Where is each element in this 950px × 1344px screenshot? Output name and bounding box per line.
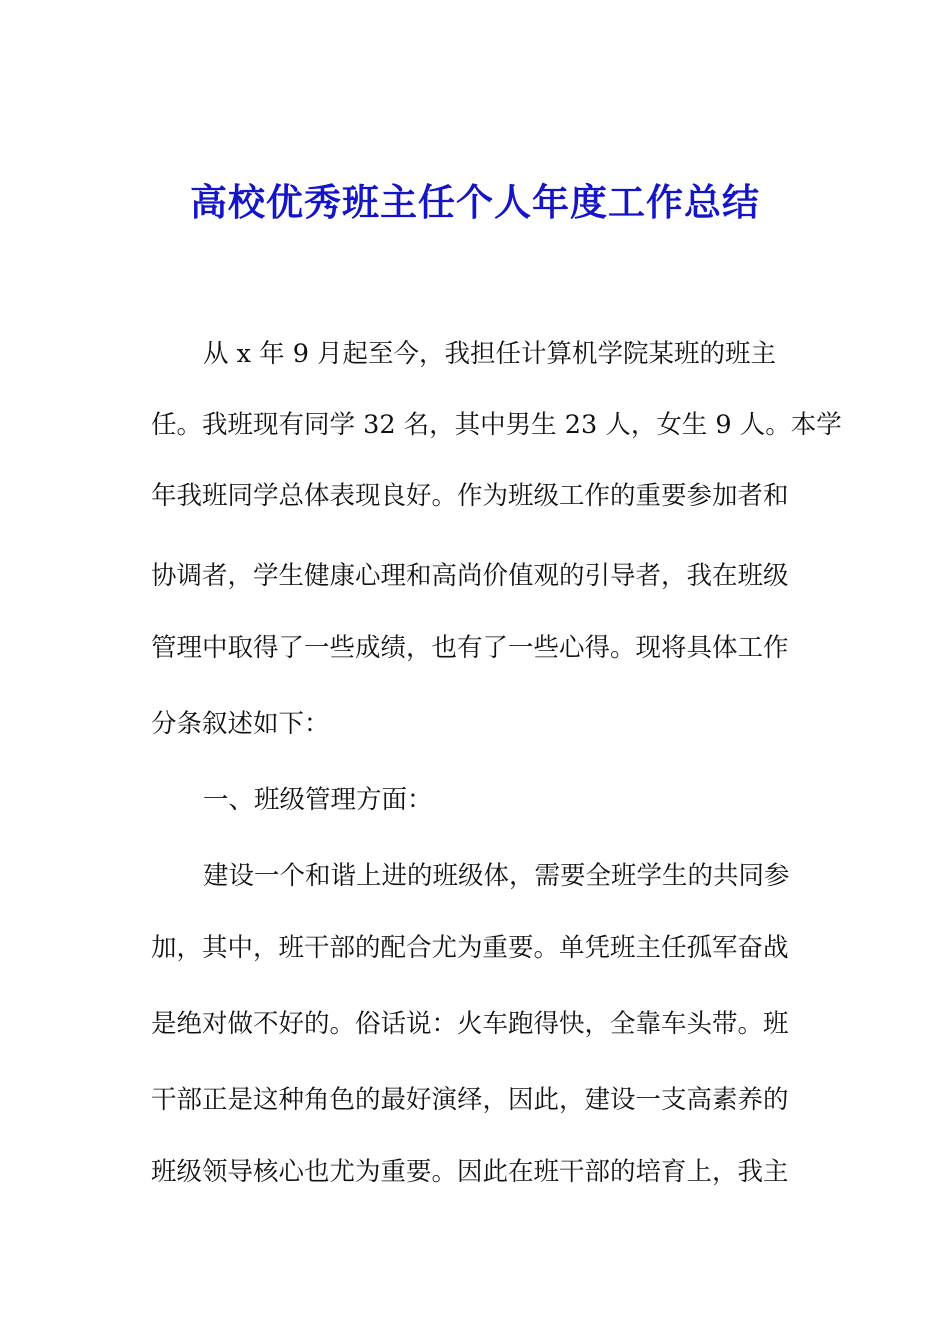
paragraph-line: 建设一个和谐上进的班级体，需要全班学生的共同参 [203,861,790,891]
paragraph-line: 从 x 年 9 月起至今，我担任计算机学院某班的班主 [203,339,777,369]
paragraph-line: 加，其中，班干部的配合尤为重要。单凭班主任孤军奋战 [151,933,789,963]
paragraph-line: 协调者，学生健康心理和高尚价值观的引导者，我在班级 [151,561,789,591]
section-heading: 一、班级管理方面： [203,785,433,815]
document-title: 高校优秀班主任个人年度工作总结 [190,180,760,224]
paragraph-line: 任。我班现有同学 32 名，其中男生 23 人，女生 9 人。本学 [151,410,842,440]
paragraph-line: 干部正是这种角色的最好演绎，因此，建设一支高素养的 [151,1085,789,1115]
paragraph-line: 管理中取得了一些成绩，也有了一些心得。现将具体工作 [151,633,789,663]
paragraph-line: 班级领导核心也尤为重要。因此在班干部的培育上，我主 [151,1157,789,1187]
paragraph-line: 分条叙述如下： [151,709,330,739]
paragraph-line: 是绝对做不好的。俗话说：火车跑得快，全靠车头带。班 [151,1009,789,1039]
paragraph-line: 年我班同学总体表现良好。作为班级工作的重要参加者和 [151,481,789,511]
